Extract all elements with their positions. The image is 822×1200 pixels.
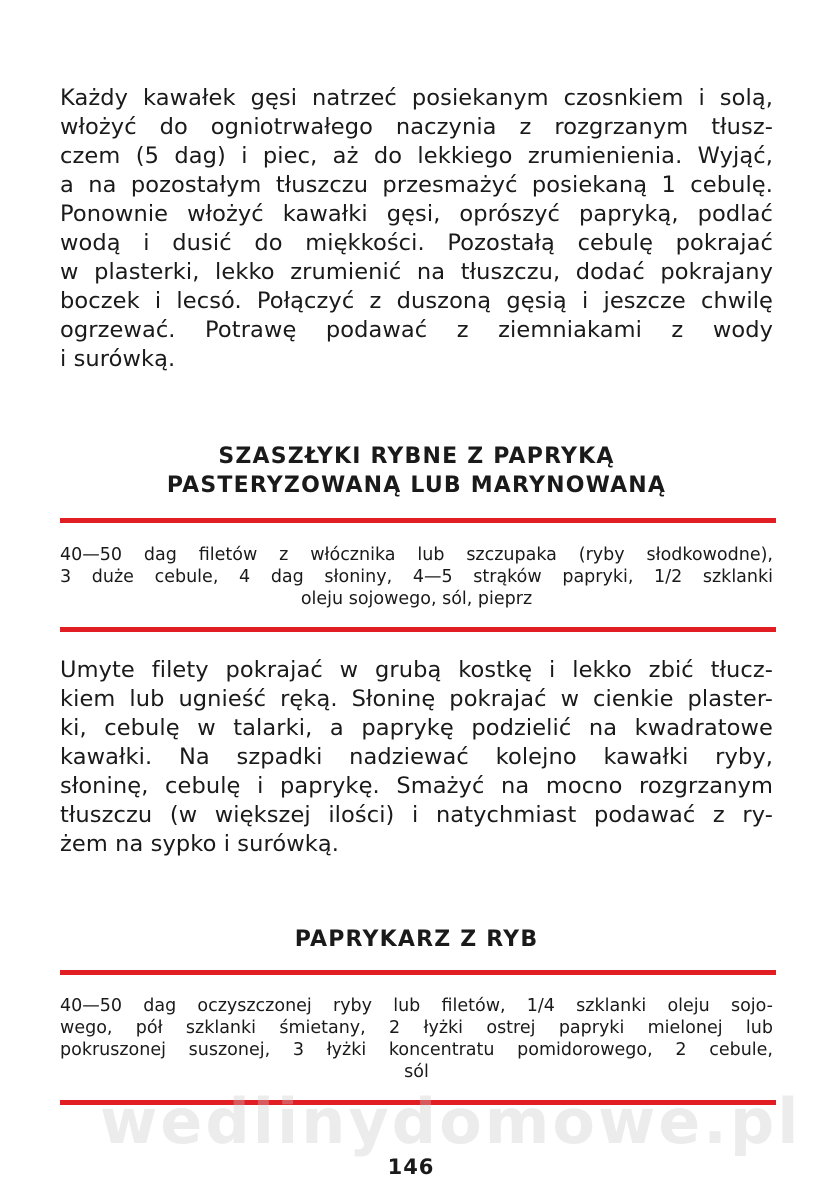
divider-rule	[60, 627, 776, 632]
paragraph-line: słoninę, cebulę i paprykę. Smażyć na mocno rozgrzanym	[60, 773, 773, 799]
paragraph-line: Każdy kawałek gęsi natrzeć posiekanym czosnkiem i solą,	[60, 85, 773, 111]
ingredients-line: wego, pół szklanki śmietany, 2 łyżki ostrej papryki mielonej lub	[60, 1018, 773, 1038]
recipe-title-line: PAPRYKARZ Z RYB	[294, 927, 539, 952]
method-paragraph	[60, 656, 773, 859]
recipe-title	[60, 925, 773, 954]
ingredients-line: pokruszonej suszonej, 3 łyżki koncentratu pomidorowego, 2 cebule,	[60, 1040, 773, 1060]
recipe-title-line: SZASZŁYKI RYBNE Z PAPRYKĄ	[218, 444, 615, 469]
ingredients-line: 3 duże cebule, 4 dag słoniny, 4—5 strąków papryki, 1/2 szklanki	[60, 567, 773, 587]
paragraph-line: Umyte filety pokrajać w grubą kostkę i lekko zbić tłucz-	[60, 657, 773, 683]
paragraph-line: kiem lub ugnieść ręką. Słoninę pokrajać w cienkie plaster-	[60, 686, 773, 712]
paragraph-line: włożyć do ogniotrwałego naczynia z rozgrzanym tłusz-	[60, 114, 773, 140]
divider-rule	[60, 1100, 776, 1105]
watermark: wedlinydomowe.pl	[100, 1085, 802, 1158]
paragraph-line: w plasterki, lekko zrumienić na tłuszczu, dodać pokrajany	[60, 259, 773, 285]
ingredients-line: oleju sojowego, sól, pieprz	[300, 589, 533, 609]
paragraph-line: i surówką.	[60, 346, 176, 372]
ingredients-list	[60, 995, 773, 1083]
paragraph-line: ogrzewać. Potrawę podawać z ziemniakami z wody	[60, 317, 773, 343]
ingredients-line: 40—50 dag filetów z włócznika lub szczupaka (ryby słodkowodne),	[60, 545, 773, 565]
ingredients-list	[60, 544, 773, 610]
recipe-title	[60, 442, 773, 500]
page-number: 146	[387, 1155, 435, 1179]
paragraph-line: żem na sypko i surówką.	[60, 831, 339, 857]
recipe-title-line: PASTERYZOWANĄ LUB MARYNOWANĄ	[166, 473, 667, 498]
paragraph-line: a na pozostałym tłuszczu przesmażyć posiekaną 1 cebulę.	[60, 172, 773, 198]
divider-rule	[60, 970, 776, 975]
paragraph-line: boczek i lecsó. Połączyć z duszoną gęsią i jeszcze chwilę	[60, 288, 773, 314]
paragraph-line: czem (5 dag) i piec, aż do lekkiego zrumienienia. Wyjąć,	[60, 143, 773, 169]
paragraph-line: wodą i dusić do miękkości. Pozostałą cebulę pokrajać	[60, 230, 773, 256]
ingredients-line: 40—50 dag oczyszczonej ryby lub filetów, 1/4 szklanki oleju sojo-	[60, 996, 773, 1016]
divider-rule	[60, 518, 776, 523]
intro-paragraph	[60, 84, 773, 374]
paragraph-line: Ponownie włożyć kawałki gęsi, oprószyć papryką, podlać	[60, 201, 773, 227]
paragraph-line: ki, cebulę w talarki, a paprykę podzielić na kwadratowe	[60, 715, 773, 741]
paragraph-line: tłuszczu (w większej ilości) i natychmiast podawać z ry-	[60, 802, 773, 828]
paragraph-line: kawałki. Na szpadki nadziewać kolejno kawałki ryby,	[60, 744, 773, 770]
ingredients-line: sól	[404, 1062, 429, 1082]
